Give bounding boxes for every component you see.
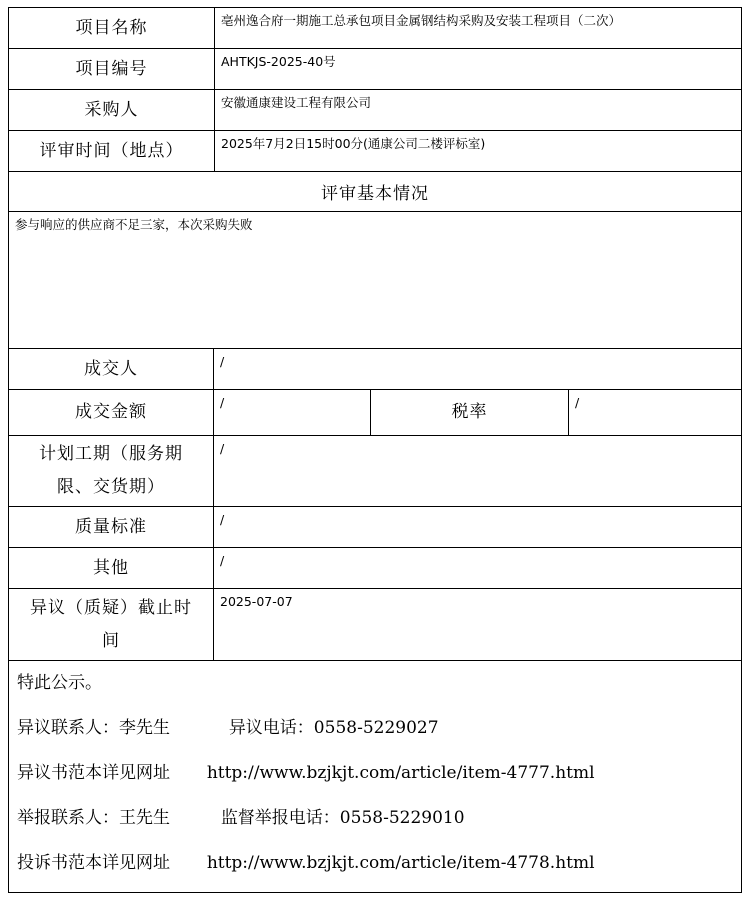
- complaint-template-url[interactable]: http://www.bzjkjt.com/article/item-4778.html: [206, 853, 595, 873]
- review-section-title: 评审基本情况: [9, 172, 741, 212]
- value-other: /: [220, 553, 225, 568]
- row-objection-deadline: [9, 589, 741, 661]
- label-schedule: [9, 436, 214, 506]
- row-project-no: [9, 49, 741, 90]
- label-review-time: 评审时间（地点）: [9, 131, 215, 171]
- notice-objection-line: [17, 714, 733, 759]
- label-project-no: 项目编号: [9, 49, 215, 89]
- row-supplier: [9, 349, 741, 390]
- label-project-name: 项目名称: [9, 8, 215, 48]
- value-quality: /: [220, 512, 225, 527]
- row-purchaser: [9, 90, 741, 131]
- objection-template-url[interactable]: http://www.bzjkjt.com/article/item-4777.html: [206, 763, 595, 783]
- row-review-time: [9, 131, 741, 172]
- objection-contact: 异议联系人：李先生: [17, 718, 170, 738]
- label-objection-deadline: [9, 589, 214, 660]
- value-objection-deadline: 2025-07-07: [220, 594, 293, 609]
- objection-phone: 异议电话：0558-5229027: [228, 718, 439, 738]
- notice-block: [9, 661, 741, 892]
- value-amount: /: [214, 390, 371, 435]
- row-project-name: [9, 8, 741, 49]
- value-tax-rate: /: [575, 395, 580, 410]
- value-review-time: 2025年7月2日15时00分(通康公司二楼评标室): [221, 136, 486, 151]
- value-project-name: 亳州逸合府一期施工总承包项目金属钢结构采购及安装工程项目（二次）: [221, 13, 622, 28]
- notice-report-line: [17, 804, 733, 849]
- notice-objection-template-line: [17, 759, 733, 804]
- label-schedule-line1: 计划工期（服务期: [39, 444, 183, 464]
- row-schedule: [9, 436, 741, 507]
- report-contact: 举报联系人：王先生: [17, 808, 170, 828]
- value-supplier: /: [220, 354, 225, 369]
- notice-complaint-template-line: [17, 849, 733, 894]
- complaint-template-label: 投诉书范本详见网址: [17, 853, 170, 873]
- objection-template-label: 异议书范本详见网址: [17, 763, 170, 783]
- label-supplier: 成交人: [9, 349, 214, 389]
- notice-table: [8, 7, 742, 893]
- value-schedule: /: [220, 441, 225, 456]
- label-amount: 成交金额: [9, 390, 214, 435]
- row-quality: [9, 507, 741, 548]
- label-other: 其他: [9, 548, 214, 588]
- row-other: [9, 548, 741, 589]
- value-project-no: AHTKJS-2025-40号: [221, 54, 336, 69]
- row-review-summary: [9, 212, 741, 349]
- label-objection-deadline-line2: 间: [102, 630, 120, 651]
- row-amount: [9, 390, 741, 436]
- label-purchaser: 采购人: [9, 90, 215, 130]
- review-summary-text: 参与响应的供应商不足三家，本次采购失败: [15, 217, 253, 232]
- report-phone: 监督举报电话：0558-5229010: [220, 808, 465, 828]
- label-objection-deadline-line1: 异议（质疑）截止时: [30, 597, 192, 618]
- label-quality: 质量标准: [9, 507, 214, 547]
- notice-intro: 特此公示。: [17, 673, 102, 693]
- label-schedule-line2: 限、交货期）: [57, 477, 165, 497]
- value-purchaser: 安徽通康建设工程有限公司: [221, 95, 372, 110]
- label-tax-rate: 税率: [371, 390, 569, 435]
